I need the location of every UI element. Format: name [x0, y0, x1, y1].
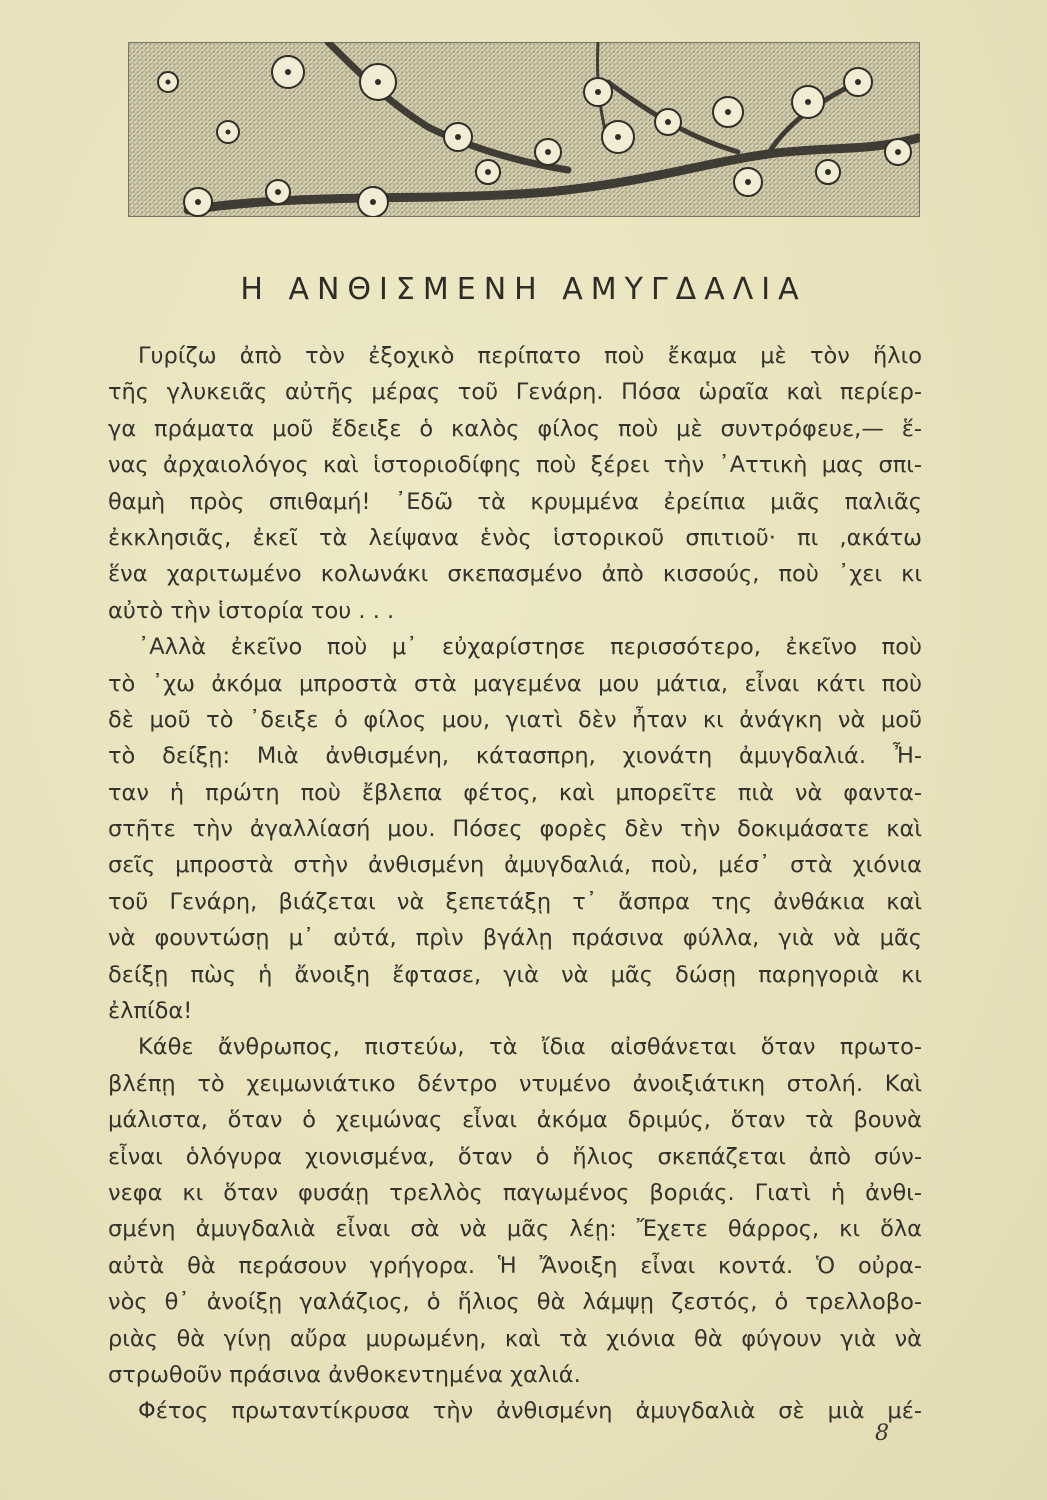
text-line: σμένη ἀμυγδαλιὰ εἶναι σὰ νὰ μᾶς λέῃ: Ἔχετε θάρρος, κι ὅλα — [108, 1216, 922, 1243]
text-line: Γυρίζω ἀπὸ τὸν ἐξοχικὸ περίπατο ποὺ ἔκαμα μὲ τὸν ἥλιο — [138, 343, 922, 369]
text-line: τὸ δείξῃ: Μιὰ ἀνθισμένη, κάτασπρη, χιονάτη ἀμυγδαλιά. Ἦ- — [108, 743, 922, 770]
text-line: δείξῃ πὼς ἡ ἄνοιξη ἔφτασε, γιὰ νὰ μᾶς δώσῃ παρηγοριὰ κι — [108, 961, 922, 988]
article-body — [108, 338, 922, 1430]
text-line: μάλιστα, ὅταν ὁ χειμώνας εἶναι ἀκόμα δριμύς, ὅταν τὰ βουνὰ — [108, 1107, 922, 1134]
text-line: νὰ φουντώσῃ μ᾿ αὐτά, πρὶν βγάλῃ πράσινα φύλλα, γιὰ νὰ μᾶς — [108, 925, 922, 952]
text-line: νὸς θ᾿ ἀνοίξῃ γαλάζιος, ὁ ἥλιος θὰ λάμψῃ ζεστός, ὁ τρελλοβο- — [108, 1289, 922, 1316]
text-line: εἶναι ὁλόγυρα χιονισμένα, ὅταν ὁ ἥλιος σκεπάζεται ἀπὸ σύν- — [108, 1143, 922, 1170]
text-line: δὲ μοῦ τὸ ᾿δειξε ὁ φίλος μου, γιατὶ δὲν ἦταν κι ἀνάγκη νὰ μοῦ — [108, 706, 922, 733]
paragraph-1 — [108, 338, 922, 629]
text-line: αὐτὰ θὰ περάσουν γρήγορα. Ἡ Ἄνοιξη εἶναι κοντά. Ὁ οὐρα- — [108, 1252, 922, 1279]
text-line: νας ἀρχαιολόγος καὶ ἱστοριοδίφης ποὺ ξέρει τὴν ᾿Αττικὴ μας σπι- — [108, 452, 922, 479]
text-line: στῆτε τὴν ἀγαλλίασή μου. Πόσες φορὲς δὲν τὴν δοκιμάσατε καὶ — [108, 816, 922, 843]
text-line: ταν ἡ πρώτη ποὺ ἔβλεπα φέτος, καὶ μπορεῖτε πιὰ νὰ φαντα- — [108, 779, 922, 806]
text-line: ριὰς θὰ γίνῃ αὔρα μυρωμένη, καὶ τὰ χιόνια θὰ φύγουν γιὰ νὰ — [108, 1325, 922, 1352]
paragraph-4 — [108, 1393, 922, 1429]
text-line: ἕνα χαριτωμένο κολωνάκι σκεπασμένο ἀπὸ κισσούς, ποὺ ᾿χει κι — [108, 561, 922, 588]
text-line: Φέτος πρωταντίκρυσα τὴν ἀνθισμένη ἀμυγδαλιὰ σὲ μιὰ μέ- — [138, 1398, 922, 1425]
paragraph-2 — [108, 629, 922, 1029]
page-title: Η ΑΝΘΙΣΜΕΝΗ ΑΜΥΓΔΑΛΙΑ — [240, 272, 807, 307]
paragraph-3 — [108, 1029, 922, 1393]
text-line: τῆς γλυκειᾶς αὐτῆς μέρας τοῦ Γενάρη. Πόσα ὡραῖα καὶ περίερ- — [108, 379, 922, 406]
text-line: θαμὴ πρὸς σπιθαμή! ᾿Εδῶ τὰ κρυμμένα ἐρείπια μιᾶς παλιᾶς — [108, 488, 922, 515]
text-line: βλέπῃ τὸ χειμωνιάτικο δέντρο ντυμένο ἀνοιξιάτικη στολή. Καὶ — [108, 1070, 922, 1097]
text-line: ἐκκλησιᾶς, ἐκεῖ τὰ λείψανα ἑνὸς ἱστορικοῦ σπιτιοῦ· πι ,ακάτω — [108, 524, 922, 551]
almond-blossom-branch-icon — [128, 42, 920, 217]
text-line: ᾿Αλλὰ ἐκεῖνο ποὺ μ᾿ εὐχαρίστησε περισσότερο, ἐκεῖνο ποὺ — [138, 634, 922, 661]
text-line: τὸ ᾿χω ἀκόμα μπροστὰ στὰ μαγεμένα μου μάτια, εἶναι κάτι ποὺ — [108, 670, 922, 697]
text-line: Κάθε ἄνθρωπος, πιστεύω, τὰ ἴδια αἰσθάνεται ὅταν πρωτο- — [138, 1034, 922, 1061]
text-line: τοῦ Γενάρη, βιάζεται νὰ ξεπετάξῃ τ᾿ ἄσπρα της ἀνθάκια καὶ — [108, 888, 922, 915]
text-line: ἐλπίδα! — [108, 998, 193, 1025]
text-line: στρωθοῦν πράσινα ἀνθοκεντημένα χαλιά. — [108, 1361, 581, 1388]
text-line: αὐτὸ τὴν ἱστορία του . . . — [108, 597, 395, 624]
text-line: σεῖς μπροστὰ στὴν ἀνθισμένη ἀμυγδαλιά, ποὺ, μέσ᾿ στὰ χιόνια — [108, 852, 922, 879]
text-line: νεφα κι ὅταν φυσάῃ τρελλὸς παγωμένος βοριάς. Γιατὶ ἡ ἀνθι- — [108, 1179, 922, 1206]
text-line: γα πράματα μοῦ ἔδειξε ὁ καλὸς φίλος ποὺ μὲ συντρόφευε,— ἕ- — [108, 415, 922, 442]
page-number: 8 — [875, 1421, 889, 1446]
